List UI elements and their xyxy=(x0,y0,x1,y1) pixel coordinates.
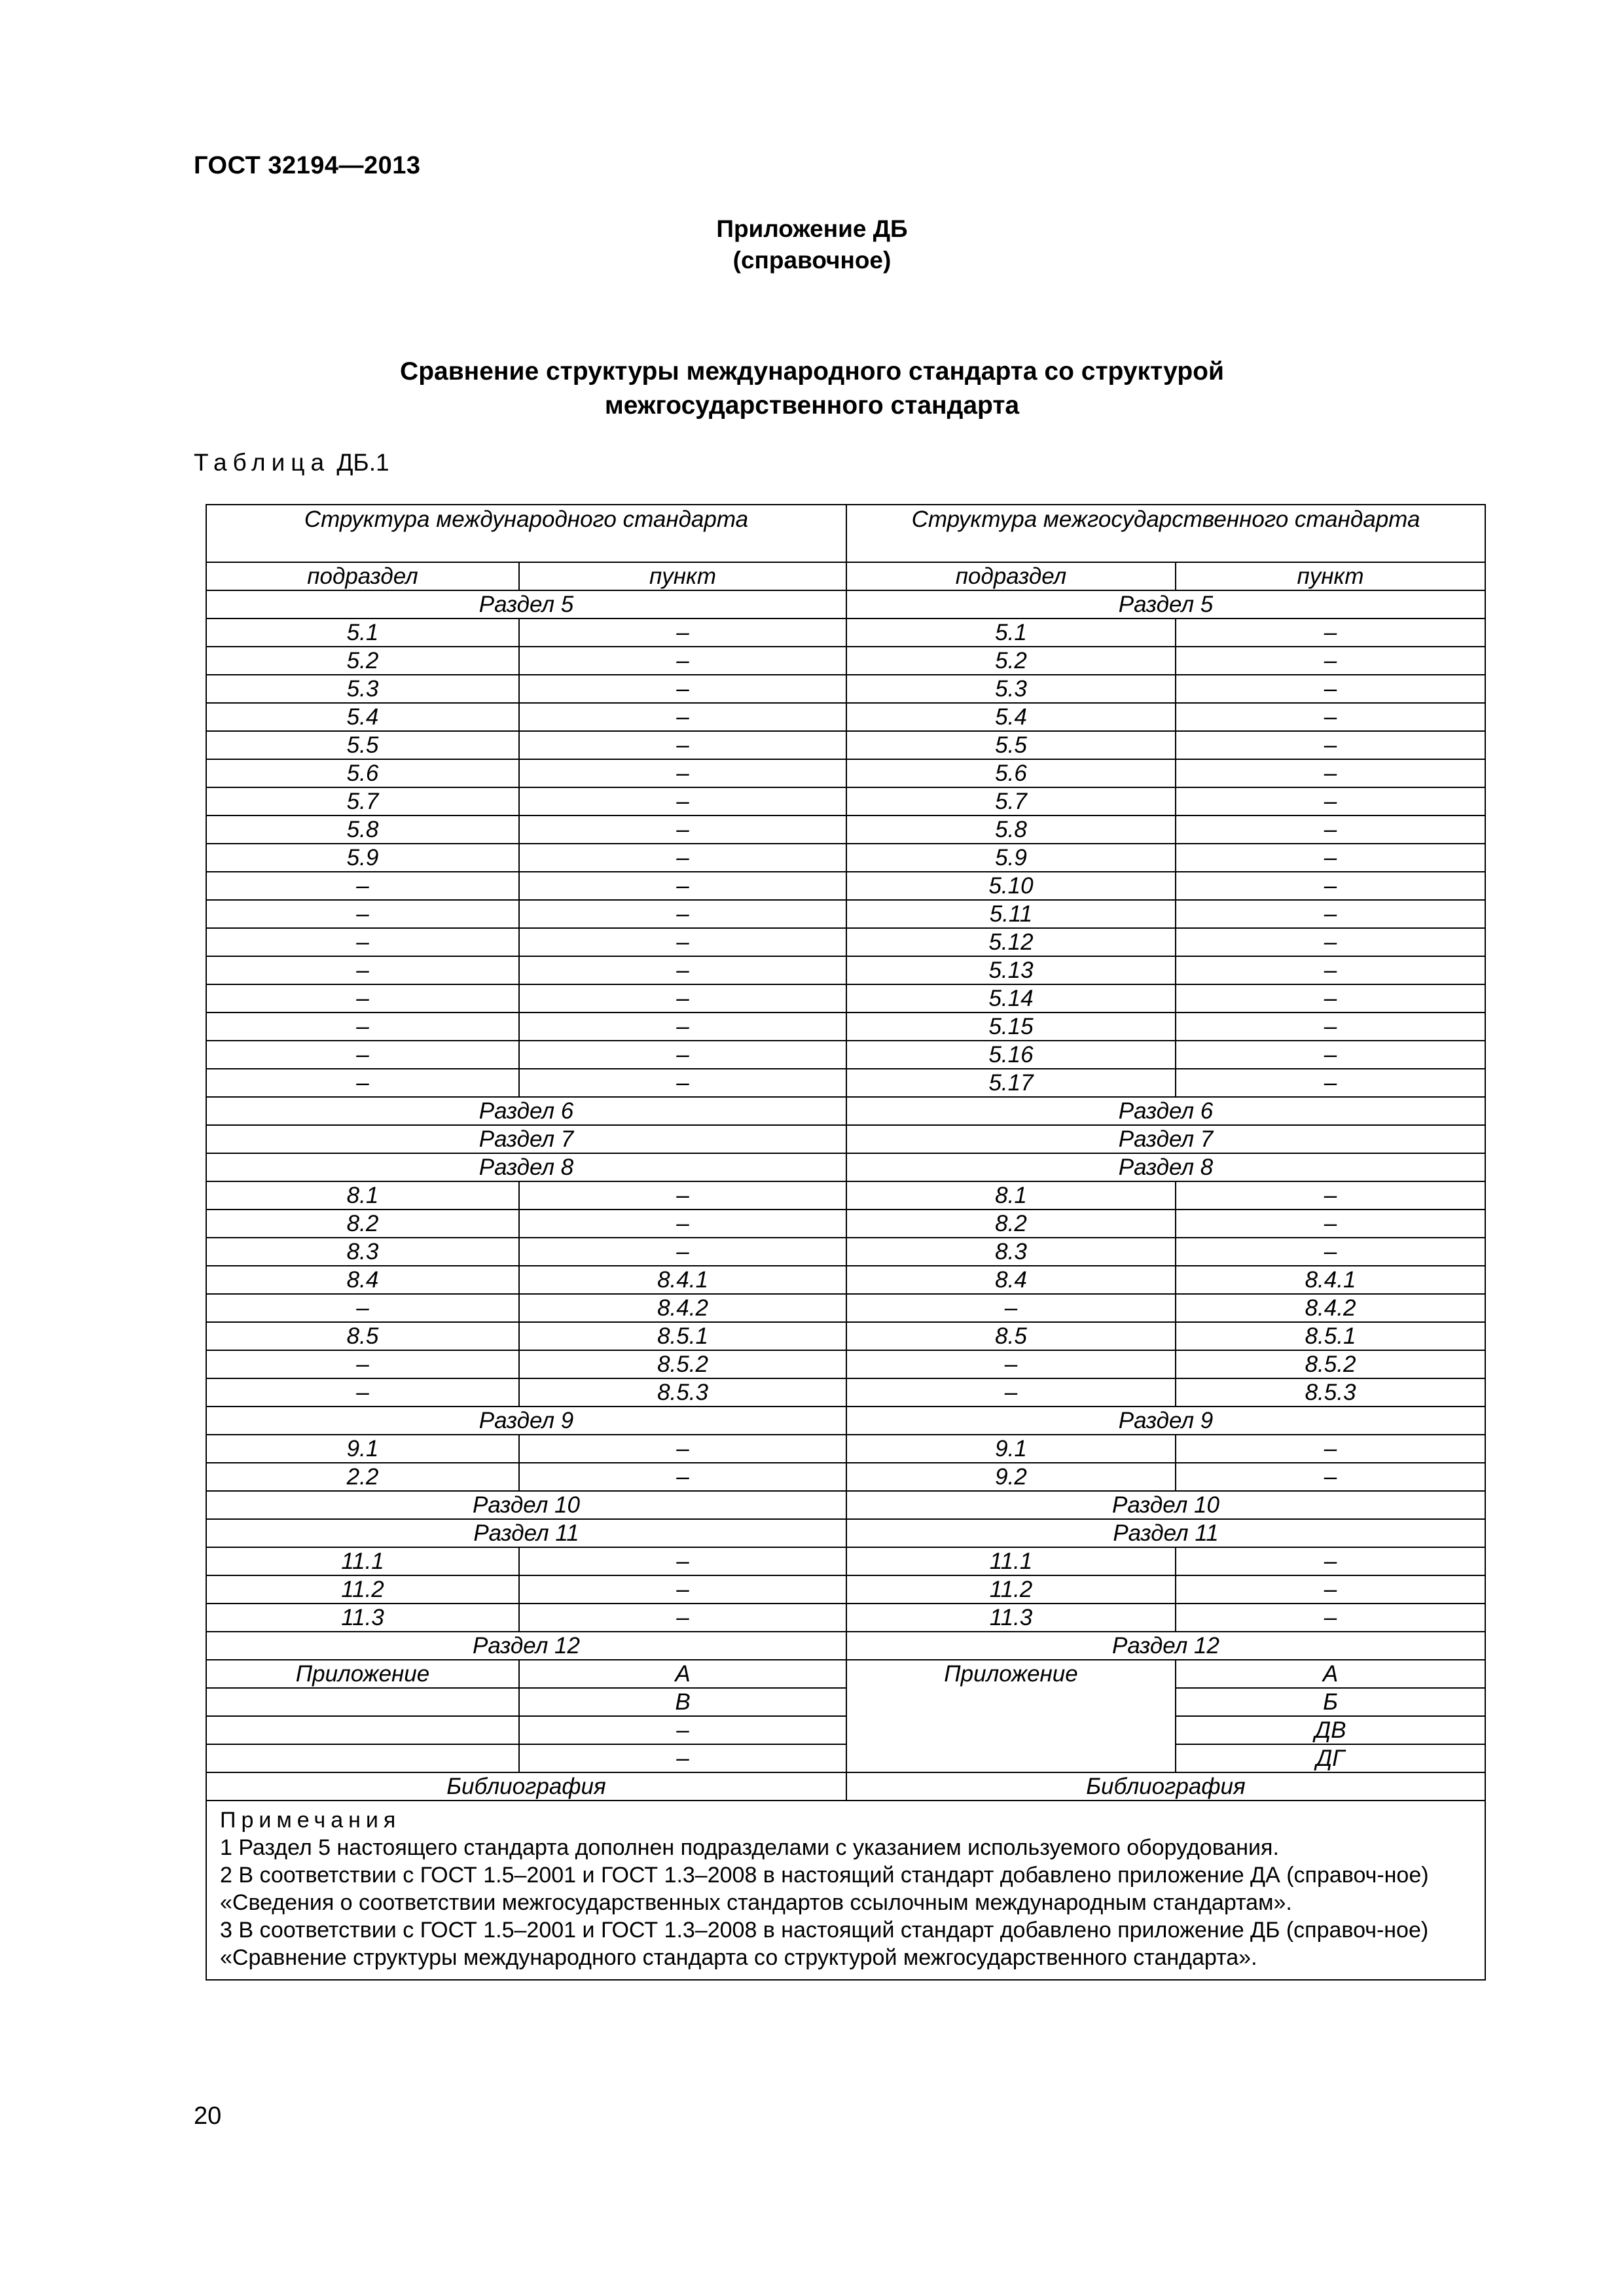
interstate-clause-cell: – xyxy=(1176,759,1485,787)
subheader-subsection-right: подраздел xyxy=(846,562,1176,590)
table-row xyxy=(206,731,1485,759)
intl-subsection-cell: 8.5 xyxy=(206,1322,519,1350)
intl-clause-cell: – xyxy=(519,787,846,816)
intl-clause-cell: 8.5.3 xyxy=(519,1378,846,1407)
interstate-subsection-cell: 5.11 xyxy=(846,900,1176,928)
interstate-subsection-cell: 8.1 xyxy=(846,1181,1176,1210)
appendix-row xyxy=(206,1688,1485,1716)
intl-subsection-cell: – xyxy=(206,872,519,900)
comparison-table-wrapper xyxy=(206,504,1485,1981)
intl-clause-cell: – xyxy=(519,1435,846,1463)
appendix-label-left xyxy=(206,1688,519,1716)
intl-clause-cell: – xyxy=(519,759,846,787)
intl-clause-cell: – xyxy=(519,1210,846,1238)
interstate-subsection-cell: 5.3 xyxy=(846,675,1176,703)
interstate-subsection-cell: – xyxy=(846,1294,1176,1322)
interstate-subsection-cell: 8.4 xyxy=(846,1266,1176,1294)
table-row xyxy=(206,1575,1485,1604)
appendix-label-left xyxy=(206,1716,519,1744)
interstate-subsection-cell: 5.7 xyxy=(846,787,1176,816)
intl-clause-cell: – xyxy=(519,1181,846,1210)
note-3: 3 В соответствии с ГОСТ 1.5–2001 и ГОСТ 1.3–2008 в настоящий стандарт добавлено приложение ДБ (справоч-ное) «Сравнение структуры международного стандарта со структурой межгосударственного стандарта». xyxy=(220,1918,1429,1970)
interstate-subsection-cell: 9.1 xyxy=(846,1435,1176,1463)
table-caption-word: Таблица xyxy=(194,449,331,476)
table-row xyxy=(206,872,1485,900)
section-row xyxy=(206,1519,1485,1547)
table-row xyxy=(206,1294,1485,1322)
interstate-subsection-cell: 5.12 xyxy=(846,928,1176,956)
page-title xyxy=(0,355,1624,423)
appendix-value-left: А xyxy=(519,1660,846,1688)
intl-clause-cell: – xyxy=(519,703,846,731)
intl-subsection-cell: 5.4 xyxy=(206,703,519,731)
section-cell-right: Раздел 6 xyxy=(846,1097,1485,1125)
appendix-row xyxy=(206,1660,1485,1688)
intl-subsection-cell: – xyxy=(206,1069,519,1097)
table-row xyxy=(206,1547,1485,1575)
interstate-clause-cell: – xyxy=(1176,900,1485,928)
table-row xyxy=(206,900,1485,928)
appendix-row xyxy=(206,1744,1485,1772)
table-appendix-block xyxy=(206,1660,1485,1980)
appendix-label-right xyxy=(846,1716,1176,1744)
intl-clause-cell: – xyxy=(519,872,846,900)
annex-subtitle: (справочное) xyxy=(732,247,892,274)
interstate-clause-cell: – xyxy=(1176,731,1485,759)
interstate-clause-cell: – xyxy=(1176,647,1485,675)
intl-subsection-cell: – xyxy=(206,1013,519,1041)
appendix-value-left: – xyxy=(519,1744,846,1772)
table-caption xyxy=(194,449,389,476)
interstate-subsection-cell: 5.16 xyxy=(846,1041,1176,1069)
interstate-clause-cell: – xyxy=(1176,956,1485,984)
interstate-clause-cell: – xyxy=(1176,1210,1485,1238)
section-row xyxy=(206,1097,1485,1125)
header-interstate-structure: Структура межгосударственного стандарта xyxy=(846,505,1485,562)
section-cell-left: Раздел 12 xyxy=(206,1632,846,1660)
interstate-clause-cell: 8.5.2 xyxy=(1176,1350,1485,1378)
appendix-value-left: В xyxy=(519,1688,846,1716)
comparison-table xyxy=(206,504,1486,1981)
interstate-clause-cell: – xyxy=(1176,1463,1485,1491)
intl-clause-cell: – xyxy=(519,844,846,872)
interstate-subsection-cell: 5.14 xyxy=(846,984,1176,1013)
intl-subsection-cell: 5.7 xyxy=(206,787,519,816)
table-row xyxy=(206,1238,1485,1266)
section-cell-left: Раздел 8 xyxy=(206,1153,846,1181)
table-row xyxy=(206,1069,1485,1097)
intl-clause-cell: – xyxy=(519,1238,846,1266)
appendix-label-right xyxy=(846,1688,1176,1716)
interstate-subsection-cell: – xyxy=(846,1350,1176,1378)
section-cell-left: Раздел 7 xyxy=(206,1125,846,1153)
appendix-label-right: Приложение xyxy=(846,1660,1176,1688)
intl-clause-cell: – xyxy=(519,928,846,956)
table-row xyxy=(206,956,1485,984)
intl-subsection-cell: 5.6 xyxy=(206,759,519,787)
section-cell-left: Раздел 5 xyxy=(206,590,846,619)
appendix-label-left: Приложение xyxy=(206,1660,519,1688)
interstate-subsection-cell: 11.3 xyxy=(846,1604,1176,1632)
interstate-subsection-cell: 5.13 xyxy=(846,956,1176,984)
interstate-clause-cell: – xyxy=(1176,928,1485,956)
intl-clause-cell: – xyxy=(519,1013,846,1041)
interstate-clause-cell: – xyxy=(1176,1041,1485,1069)
interstate-subsection-cell: 5.2 xyxy=(846,647,1176,675)
interstate-clause-cell: 8.5.1 xyxy=(1176,1322,1485,1350)
interstate-subsection-cell: 5.15 xyxy=(846,1013,1176,1041)
intl-subsection-cell: 11.1 xyxy=(206,1547,519,1575)
table-row xyxy=(206,1435,1485,1463)
intl-subsection-cell: – xyxy=(206,1041,519,1069)
section-cell-right: Раздел 7 xyxy=(846,1125,1485,1153)
table-row xyxy=(206,1013,1485,1041)
intl-clause-cell: – xyxy=(519,816,846,844)
intl-subsection-cell: 5.2 xyxy=(206,647,519,675)
annex-title: Приложение ДБ xyxy=(716,215,908,242)
section-cell-left: Раздел 6 xyxy=(206,1097,846,1125)
table-row xyxy=(206,675,1485,703)
section-cell-right: Раздел 8 xyxy=(846,1153,1485,1181)
intl-subsection-cell: – xyxy=(206,984,519,1013)
section-row xyxy=(206,1153,1485,1181)
interstate-subsection-cell: 8.3 xyxy=(846,1238,1176,1266)
table-subheader-row xyxy=(206,562,1485,590)
page-number: 20 xyxy=(194,2102,222,2130)
appendix-label-left xyxy=(206,1744,519,1772)
appendix-value-right: А xyxy=(1176,1660,1485,1688)
intl-clause-cell: – xyxy=(519,731,846,759)
intl-clause-cell: – xyxy=(519,675,846,703)
intl-subsection-cell: 5.8 xyxy=(206,816,519,844)
interstate-clause-cell: 8.4.2 xyxy=(1176,1294,1485,1322)
interstate-clause-cell: – xyxy=(1176,675,1485,703)
interstate-subsection-cell: 5.6 xyxy=(846,759,1176,787)
interstate-clause-cell: – xyxy=(1176,619,1485,647)
appendix-value-right: Б xyxy=(1176,1688,1485,1716)
interstate-clause-cell: – xyxy=(1176,1575,1485,1604)
interstate-clause-cell: – xyxy=(1176,1181,1485,1210)
table-body xyxy=(206,590,1485,1660)
subheader-subsection-left: подраздел xyxy=(206,562,519,590)
intl-subsection-cell: 8.2 xyxy=(206,1210,519,1238)
intl-clause-cell: – xyxy=(519,1041,846,1069)
interstate-clause-cell: – xyxy=(1176,816,1485,844)
document-code: ГОСТ 32194—2013 xyxy=(194,152,421,179)
table-row xyxy=(206,787,1485,816)
intl-subsection-cell: 5.9 xyxy=(206,844,519,872)
intl-clause-cell: – xyxy=(519,1463,846,1491)
interstate-clause-cell: – xyxy=(1176,984,1485,1013)
table-row xyxy=(206,984,1485,1013)
interstate-clause-cell: – xyxy=(1176,1435,1485,1463)
table-row xyxy=(206,703,1485,731)
intl-subsection-cell: – xyxy=(206,1378,519,1407)
intl-clause-cell: 8.5.1 xyxy=(519,1322,846,1350)
bibliography-left: Библиография xyxy=(206,1772,846,1801)
appendix-value-left: – xyxy=(519,1716,846,1744)
table-row xyxy=(206,1266,1485,1294)
page-title-line1: Сравнение структуры международного стандарта со структурой xyxy=(400,357,1224,386)
subheader-clause-right: пункт xyxy=(1176,562,1485,590)
interstate-clause-cell: – xyxy=(1176,1547,1485,1575)
interstate-subsection-cell: 8.5 xyxy=(846,1322,1176,1350)
appendix-label-right xyxy=(846,1744,1176,1772)
section-cell-right: Раздел 10 xyxy=(846,1491,1485,1519)
interstate-clause-cell: – xyxy=(1176,1069,1485,1097)
table-row xyxy=(206,759,1485,787)
table-notes xyxy=(206,1801,1485,1980)
section-row xyxy=(206,1632,1485,1660)
bibliography-right: Библиография xyxy=(846,1772,1485,1801)
interstate-subsection-cell: 5.10 xyxy=(846,872,1176,900)
section-cell-right: Раздел 5 xyxy=(846,590,1485,619)
appendix-value-right: ДВ xyxy=(1176,1716,1485,1744)
intl-subsection-cell: 2.2 xyxy=(206,1463,519,1491)
table-caption-number: ДБ.1 xyxy=(336,449,389,476)
notes-row xyxy=(206,1801,1485,1980)
interstate-clause-cell: – xyxy=(1176,703,1485,731)
header-international-structure: Структура международного стандарта xyxy=(206,505,846,562)
intl-clause-cell: – xyxy=(519,619,846,647)
interstate-subsection-cell: 5.4 xyxy=(846,703,1176,731)
note-2: 2 В соответствии с ГОСТ 1.5–2001 и ГОСТ 1.3–2008 в настоящий стандарт добавлено приложение ДА (справоч-ное) «Сведения о соответствии межгосударственных стандартов ссылочным международным стандартам». xyxy=(220,1863,1429,1915)
interstate-subsection-cell: 5.5 xyxy=(846,731,1176,759)
interstate-clause-cell: – xyxy=(1176,844,1485,872)
intl-clause-cell: – xyxy=(519,647,846,675)
table-header-row xyxy=(206,505,1485,562)
notes-title: Примечания xyxy=(220,1808,401,1833)
section-cell-right: Раздел 11 xyxy=(846,1519,1485,1547)
interstate-subsection-cell: 9.2 xyxy=(846,1463,1176,1491)
intl-clause-cell: 8.4.2 xyxy=(519,1294,846,1322)
table-row xyxy=(206,1210,1485,1238)
interstate-subsection-cell: 11.1 xyxy=(846,1547,1176,1575)
section-cell-left: Раздел 11 xyxy=(206,1519,846,1547)
table-row xyxy=(206,647,1485,675)
intl-subsection-cell: – xyxy=(206,1350,519,1378)
section-row xyxy=(206,1491,1485,1519)
section-cell-right: Раздел 9 xyxy=(846,1407,1485,1435)
section-row xyxy=(206,590,1485,619)
table-row xyxy=(206,1604,1485,1632)
intl-subsection-cell: 5.3 xyxy=(206,675,519,703)
interstate-clause-cell: – xyxy=(1176,872,1485,900)
table-row xyxy=(206,1041,1485,1069)
table-row xyxy=(206,1181,1485,1210)
table-row xyxy=(206,1378,1485,1407)
intl-clause-cell: – xyxy=(519,1575,846,1604)
intl-subsection-cell: 5.5 xyxy=(206,731,519,759)
table-row xyxy=(206,619,1485,647)
interstate-subsection-cell: 5.1 xyxy=(846,619,1176,647)
interstate-subsection-cell: 5.9 xyxy=(846,844,1176,872)
interstate-subsection-cell: 11.2 xyxy=(846,1575,1176,1604)
intl-clause-cell: 8.5.2 xyxy=(519,1350,846,1378)
interstate-clause-cell: 8.5.3 xyxy=(1176,1378,1485,1407)
intl-clause-cell: 8.4.1 xyxy=(519,1266,846,1294)
intl-subsection-cell: 5.1 xyxy=(206,619,519,647)
interstate-clause-cell: 8.4.1 xyxy=(1176,1266,1485,1294)
interstate-clause-cell: – xyxy=(1176,1013,1485,1041)
intl-clause-cell: – xyxy=(519,1604,846,1632)
page-title-line2: межгосударственного стандарта xyxy=(604,391,1020,420)
intl-subsection-cell: – xyxy=(206,928,519,956)
bibliography-row xyxy=(206,1772,1485,1801)
intl-subsection-cell: 11.2 xyxy=(206,1575,519,1604)
section-cell-right: Раздел 12 xyxy=(846,1632,1485,1660)
intl-subsection-cell: 11.3 xyxy=(206,1604,519,1632)
interstate-subsection-cell: 8.2 xyxy=(846,1210,1176,1238)
table-row xyxy=(206,928,1485,956)
intl-subsection-cell: 8.4 xyxy=(206,1266,519,1294)
intl-subsection-cell: – xyxy=(206,1294,519,1322)
annex-heading xyxy=(0,213,1624,276)
table-row xyxy=(206,844,1485,872)
intl-clause-cell: – xyxy=(519,1547,846,1575)
intl-subsection-cell: 9.1 xyxy=(206,1435,519,1463)
intl-clause-cell: – xyxy=(519,956,846,984)
intl-subsection-cell: – xyxy=(206,900,519,928)
table-row xyxy=(206,1350,1485,1378)
appendix-row xyxy=(206,1716,1485,1744)
section-cell-left: Раздел 9 xyxy=(206,1407,846,1435)
table-row xyxy=(206,1322,1485,1350)
intl-clause-cell: – xyxy=(519,984,846,1013)
interstate-subsection-cell: 5.8 xyxy=(846,816,1176,844)
appendix-value-right: ДГ xyxy=(1176,1744,1485,1772)
interstate-subsection-cell: – xyxy=(846,1378,1176,1407)
section-row xyxy=(206,1407,1485,1435)
interstate-clause-cell: – xyxy=(1176,1604,1485,1632)
table-row xyxy=(206,816,1485,844)
subheader-clause-left: пункт xyxy=(519,562,846,590)
intl-subsection-cell: 8.1 xyxy=(206,1181,519,1210)
interstate-clause-cell: – xyxy=(1176,1238,1485,1266)
intl-clause-cell: – xyxy=(519,900,846,928)
section-cell-left: Раздел 10 xyxy=(206,1491,846,1519)
intl-subsection-cell: – xyxy=(206,956,519,984)
section-row xyxy=(206,1125,1485,1153)
intl-clause-cell: – xyxy=(519,1069,846,1097)
note-1: 1 Раздел 5 настоящего стандарта дополнен подразделами с указанием используемого оборудования. xyxy=(220,1835,1279,1860)
table-row xyxy=(206,1463,1485,1491)
interstate-subsection-cell: 5.17 xyxy=(846,1069,1176,1097)
interstate-clause-cell: – xyxy=(1176,787,1485,816)
intl-subsection-cell: 8.3 xyxy=(206,1238,519,1266)
